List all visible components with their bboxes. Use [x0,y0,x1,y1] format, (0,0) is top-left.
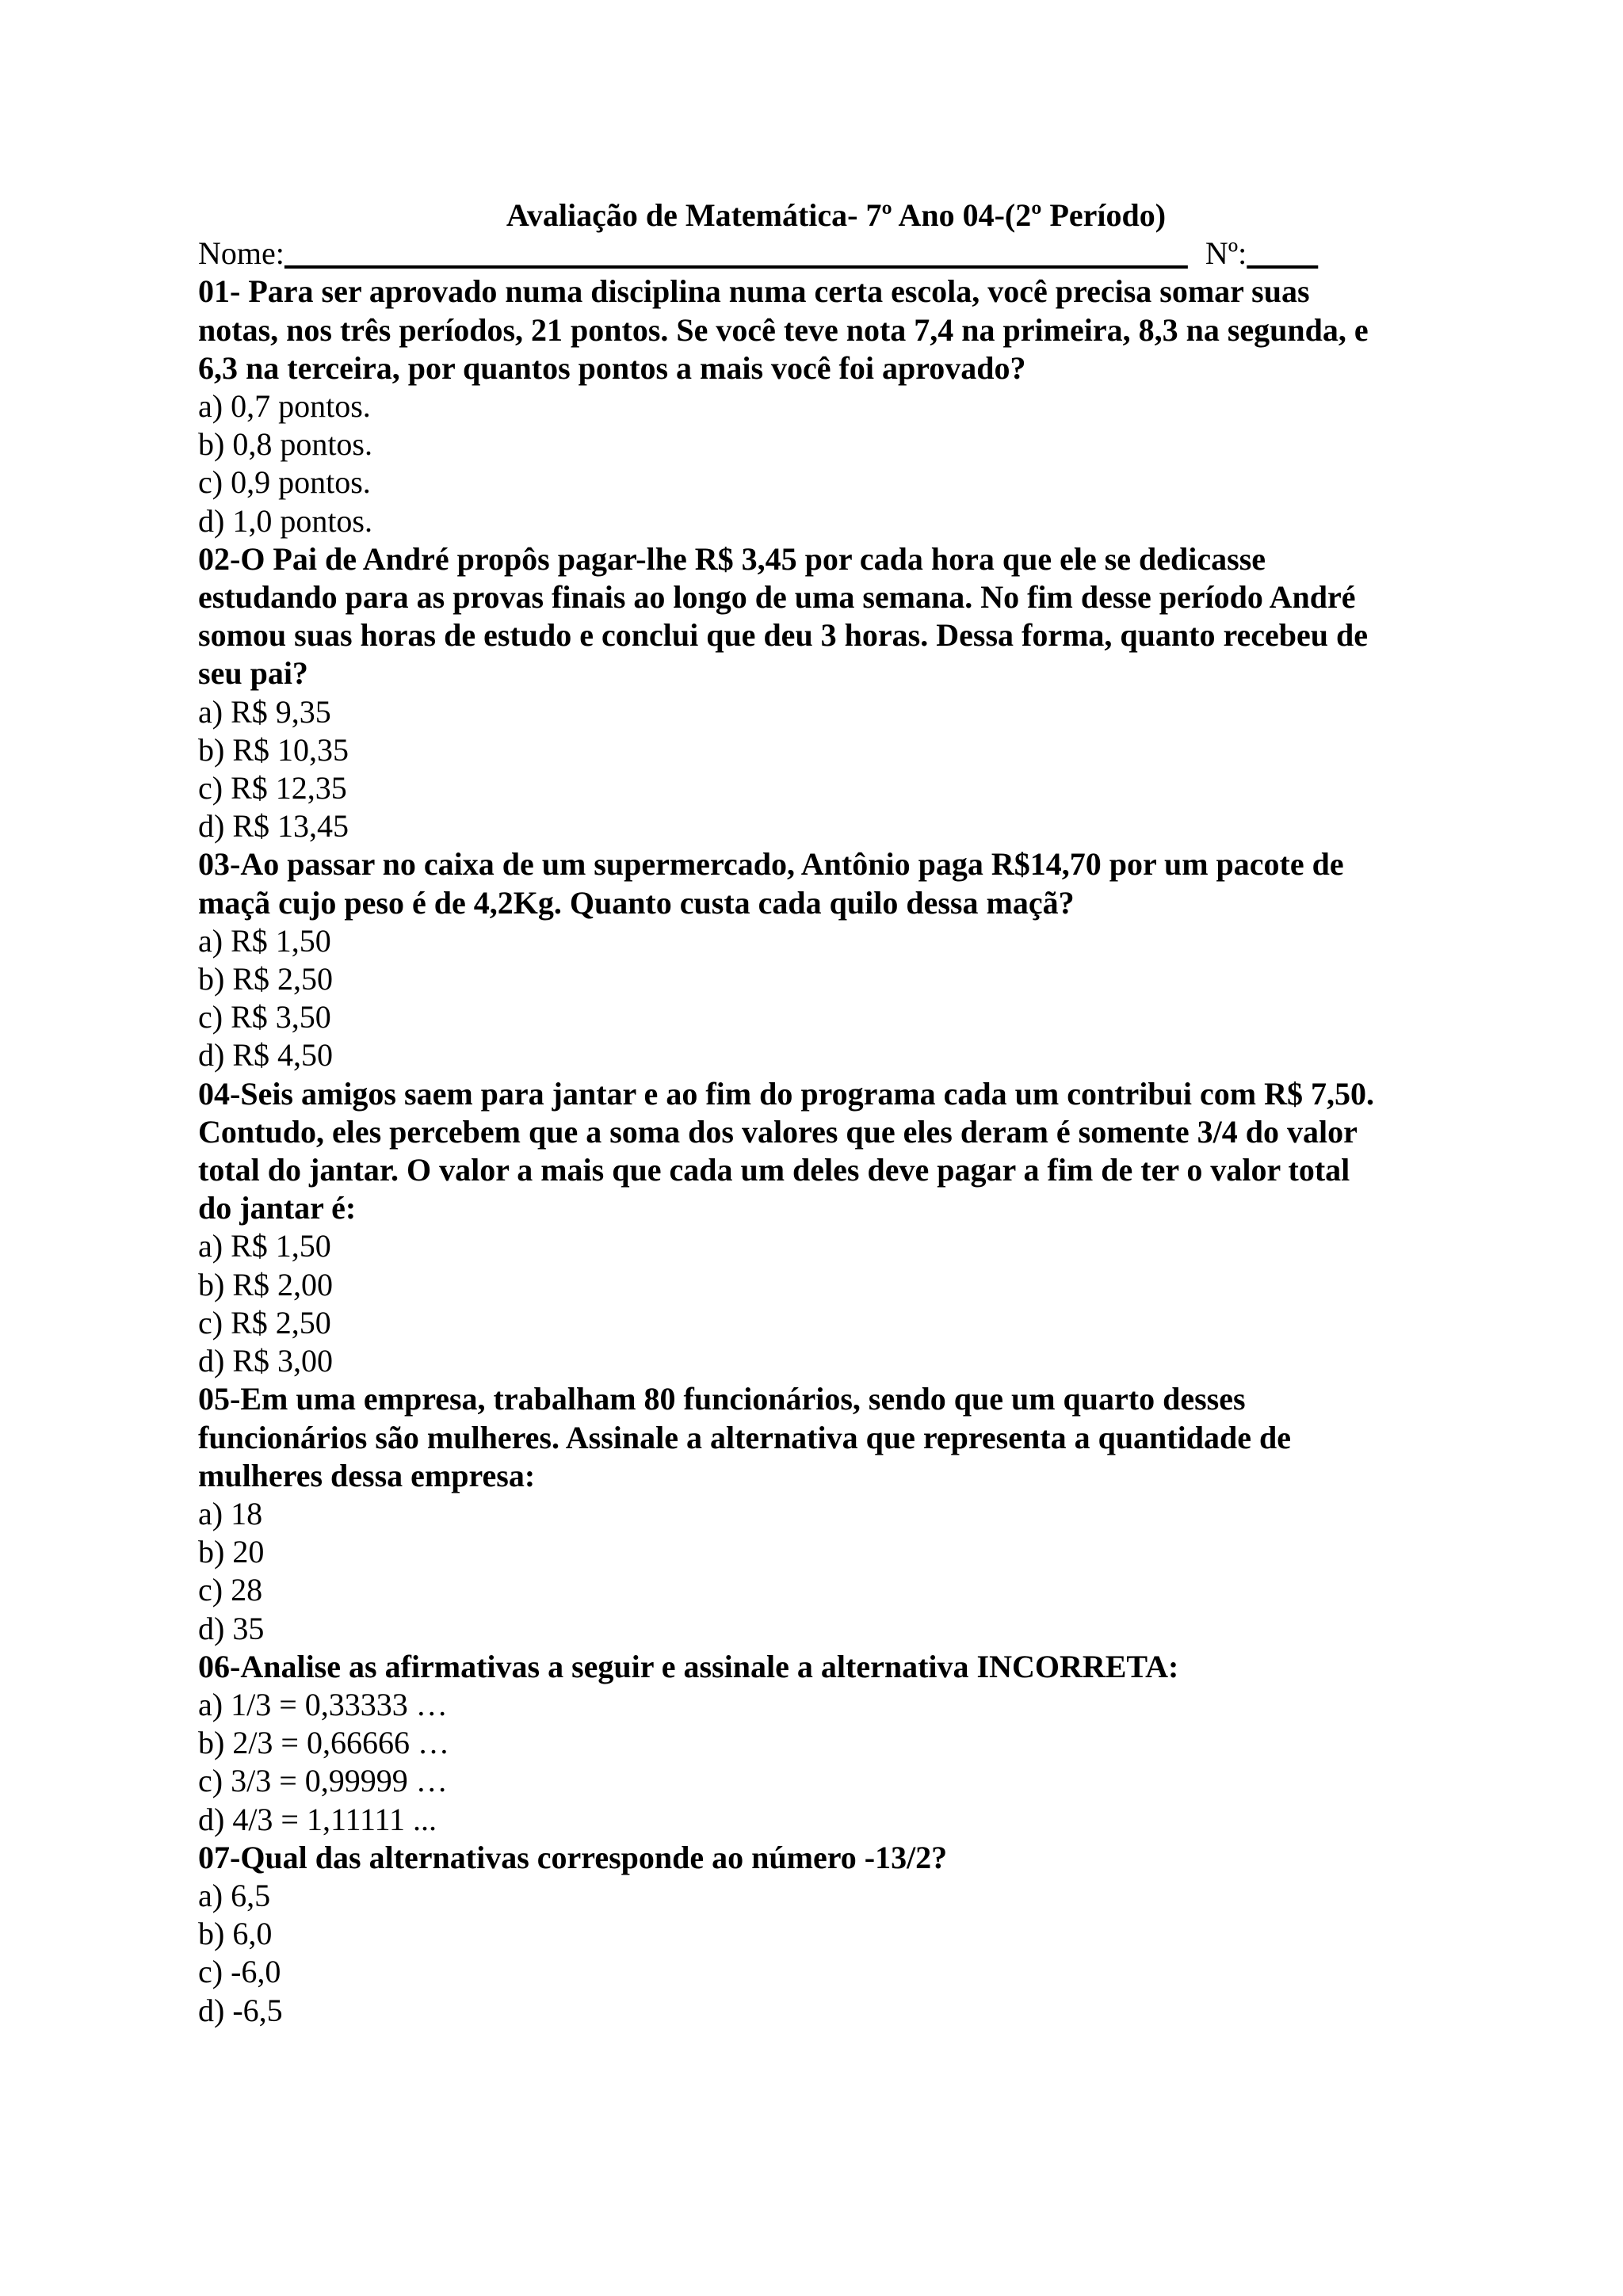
option-a[interactable]: a) R$ 9,35 [198,693,331,730]
option-d[interactable]: d) R$ 13,45 [198,808,349,845]
number-label: Nº: [1205,235,1247,272]
question-text-line: 6,3 na terceira, por quantos pontos a mais você foi aprovado? [198,349,1026,386]
exam-content [198,196,1426,2030]
question-text-line: 03-Ao passar no caixa de um supermercado, Antônio paga R$14,70 por um pacote de [198,846,1344,883]
option-d[interactable]: d) R$ 4,50 [198,1037,333,1074]
question-text-line: 06-Analise as afirmativas a seguir e assinale a alternativa INCORRETA: [198,1648,1179,1684]
question-text-line: somou suas horas de estudo e conclui que deu 3 horas. Dessa forma, quanto recebeu de [198,617,1369,654]
option-a[interactable]: a) 1/3 = 0,33333 … [198,1686,448,1722]
question-text-line: mulheres dessa empresa: [198,1457,536,1493]
option-d[interactable]: d) R$ 3,00 [198,1343,333,1379]
option-c[interactable]: c) -6,0 [198,1954,281,1990]
question-text-line: 02-O Pai de André propôs pagar-lhe R$ 3,45 por cada hora que ele se dedicasse [198,540,1266,577]
question-text-line: total do jantar. O valor a mais que cada um deles deve pagar a fim de ter o valor total [198,1152,1350,1188]
option-a[interactable]: a) 6,5 [198,1877,271,1913]
option-b[interactable]: b) 6,0 [198,1916,273,1952]
option-b[interactable]: b) R$ 2,00 [198,1266,333,1302]
question-text-line: 05-Em uma empresa, trabalham 80 funcionários, sendo que um quarto desses [198,1381,1246,1417]
option-b[interactable]: b) R$ 10,35 [198,731,349,768]
option-d[interactable]: d) 1,0 pontos. [198,502,372,539]
option-c[interactable]: c) 28 [198,1572,263,1608]
option-b[interactable]: b) R$ 2,50 [198,961,333,997]
option-c[interactable]: c) R$ 12,35 [198,770,347,807]
option-c[interactable]: c) 3/3 = 0,99999 … [198,1763,448,1799]
option-a[interactable]: a) 0,7 pontos. [198,388,371,425]
option-d[interactable]: d) 35 [198,1610,265,1646]
name-label: Nome: [198,235,285,272]
question-text-line: 07-Qual das alternativas corresponde ao número -13/2? [198,1839,948,1875]
option-b[interactable]: b) 20 [198,1534,265,1570]
question-text-line: notas, nos três períodos, 21 pontos. Se você teve nota 7,4 na primeira, 8,3 na segunda, e [198,311,1369,348]
question-04 [198,1075,1426,1381]
option-a[interactable]: a) R$ 1,50 [198,1228,331,1264]
question-05 [198,1380,1426,1647]
question-06 [198,1648,1426,1839]
option-c[interactable]: c) R$ 3,50 [198,999,331,1035]
question-text-line: 04-Seis amigos saem para jantar e ao fim do programa cada um contribui com R$ 7,50. [198,1075,1374,1112]
question-02 [198,540,1426,846]
exam-title: Avaliação de Matemática- 7º Ano 04-(2º Período) [506,197,1167,233]
number-blank-line[interactable] [1247,235,1318,271]
name-blank-line[interactable] [285,235,1188,271]
option-c[interactable]: c) R$ 2,50 [198,1304,331,1341]
question-text-line: estudando para as provas finais ao longo de uma semana. No fim desse período André [198,579,1356,616]
option-c[interactable]: c) 0,9 pontos. [198,464,371,501]
option-a[interactable]: a) R$ 1,50 [198,922,331,959]
question-text-line: 01- Para ser aprovado numa disciplina numa certa escola, você precisa somar suas [198,273,1310,310]
question-03 [198,845,1426,1074]
name-number-row [198,235,1426,273]
option-d[interactable]: d) -6,5 [198,1992,283,2028]
question-text-line: seu pai? [198,655,308,692]
option-b[interactable]: b) 2/3 = 0,66666 … [198,1725,449,1761]
question-text-line: funcionários são mulheres. Assinale a alternativa que representa a quantidade de [198,1419,1291,1455]
question-text-line: do jantar é: [198,1190,357,1226]
question-07 [198,1839,1426,2030]
question-text-line: Contudo, eles percebem que a soma dos valores que eles deram é somente 3/4 do valor [198,1113,1358,1150]
option-b[interactable]: b) 0,8 pontos. [198,426,372,463]
option-a[interactable]: a) 18 [198,1495,263,1531]
option-d[interactable]: d) 4/3 = 1,11111 ... [198,1801,437,1837]
question-text-line: maçã cujo peso é de 4,2Kg. Quanto custa cada quilo dessa maçã? [198,884,1075,921]
question-01 [198,273,1426,540]
